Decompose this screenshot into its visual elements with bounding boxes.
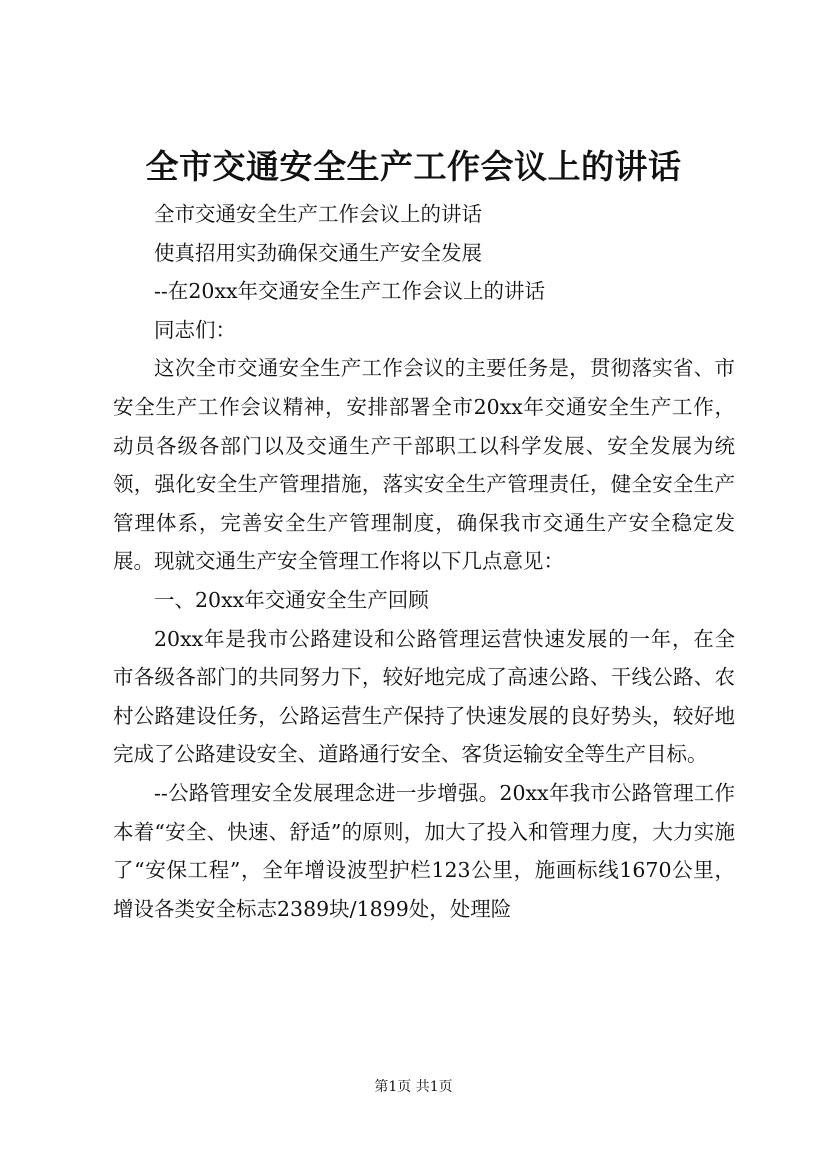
- body-paragraph: 这次全市交通安全生产工作会议的主要任务是，贯彻落实省、市安全生产工作会议精神，安排部署全市20xx年交通安全生产工作，动员各级各部门以及交通生产干部职工以科学发展、安全发展为统领，强化安全生产管理措施，落实安全生产管理责任，健全安全生产管理体系，完善安全生产管理制度，确保我市交通生产安全稳定发展。现就交通生产安全管理工作将以下几点意见：: [113, 356, 735, 574]
- body-paragraph: --公路管理安全发展理念进一步增强。20xx年我市公路管理工作本着“安全、快速、舒适”的原则，加大了投入和管理力度，大力实施了“安保工程”，全年增设波型护栏123公里，施画标线1670公里，增设各类安全标志2389块/1899处，处理险: [113, 780, 735, 921]
- occasion-paragraph: --在20xx年交通安全生产工作会议上的讲话: [154, 279, 546, 304]
- body-paragraph: 20xx年是我市公路建设和公路管理运营快速发展的一年，在全市各级各部门的共同努力下，较好地完成了高速公路、干线公路、农村公路建设任务，公路运营生产保持了快速发展的良好势头，较好地完成了公路建设安全、道路通行安全、客货运输安全等生产目标。: [113, 626, 735, 767]
- page-footer: 第1页 共1页: [374, 1079, 453, 1095]
- theme-paragraph: 使真招用实劲确保交通生产安全发展: [154, 240, 482, 265]
- salutation-paragraph: 同志们：: [154, 317, 236, 342]
- document-title: 全市交通安全生产工作会议上的讲话: [145, 147, 682, 186]
- subtitle-paragraph: 全市交通安全生产工作会议上的讲话: [154, 202, 482, 226]
- section-heading: 一、20xx年交通安全生产回顾: [154, 587, 429, 612]
- document-body: [113, 195, 735, 928]
